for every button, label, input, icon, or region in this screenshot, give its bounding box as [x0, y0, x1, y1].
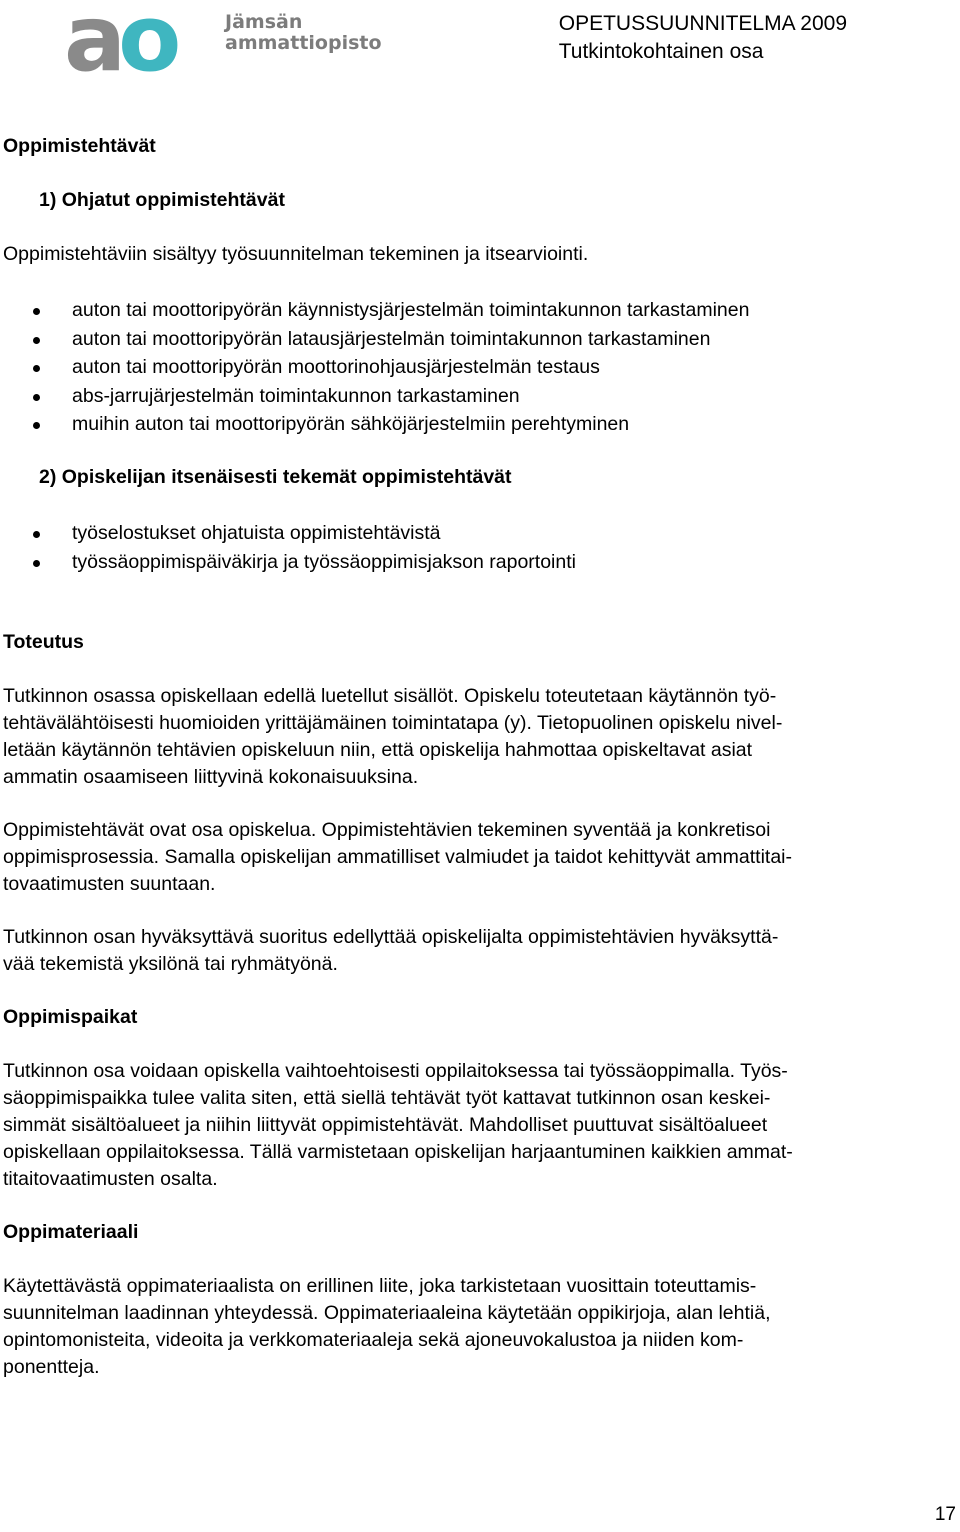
toteutus-paragraph-1 [3, 683, 948, 791]
list-item: auton tai moottoripyörän latausjärjestelmän toimintakunnon tarkastaminen [30, 326, 749, 355]
heading-oppimateriaali: Oppimateriaali [3, 1221, 139, 1243]
logo-wordmark [225, 12, 382, 54]
school-logo [62, 2, 222, 78]
page-number: 17 [934, 1504, 956, 1525]
list-item: muihin auton tai moottoripyörän sähköjärjestelmiin perehtyminen [30, 411, 749, 440]
subheading-ohjatut: 1) Ohjatut oppimistehtävät [39, 189, 285, 211]
ohjatut-list [30, 297, 749, 440]
text-line: Tutkinnon osassa opiskellaan edellä luetellut sisällöt. Opiskelu toteutetaan käytännön työ- [3, 685, 777, 707]
toteutus-paragraph-2 [3, 817, 948, 898]
list-item: työselostukset ohjatuista oppimistehtävistä [30, 520, 576, 549]
subheading-itsenaiset: 2) Opiskelijan itsenäisesti tekemät oppimistehtävät [39, 466, 512, 488]
text-line: opiskellaan oppilaitoksessa. Tällä varmistetaan opiskelijan harjaantuminen kaikkien ammat- [3, 1141, 793, 1163]
ohjatut-intro: Oppimistehtäviin sisältyy työsuunnitelman tekeminen ja itsearviointi. [3, 243, 589, 265]
list-item: auton tai moottoripyörän moottorinohjausjärjestelmän testaus [30, 354, 749, 383]
text-line: vää tekemistä yksilönä tai ryhmätyönä. [3, 953, 338, 975]
logo-line-2: ammattiopisto [225, 32, 382, 54]
text-line: säoppimispaikka tulee valita siten, että siellä tehtävät työt kattavat tutkinnon osan keskei- [3, 1087, 771, 1109]
text-line: ponentteja. [3, 1356, 100, 1378]
list-item: auton tai moottoripyörän käynnistysjärjestelmän toimintakunnon tarkastaminen [30, 297, 749, 326]
document-title: OPETUSSUUNNITELMA 2009 [558, 12, 847, 35]
heading-oppimistehtavat: Oppimistehtävät [3, 135, 156, 157]
text-line: opintomonisteita, videoita ja verkkomateriaaleja sekä ajoneuvokalustoa ja niiden kom- [3, 1329, 744, 1351]
itsenaiset-list [30, 520, 576, 577]
heading-toteutus: Toteutus [3, 631, 84, 653]
heading-oppimispaikat: Oppimispaikat [3, 1006, 138, 1028]
document-header [559, 10, 847, 66]
text-line: Tutkinnon osan hyväksyttävä suoritus edellyttää opiskelijalta oppimistehtävien hyväksyttä- [3, 926, 779, 948]
text-line: letään käytännön tehtävien opiskeluun niin, että opiskelija hahmottaa opiskeltavat asiat [3, 739, 753, 761]
list-item: abs-jarrujärjestelmän toimintakunnon tarkastaminen [30, 383, 749, 412]
logo-letters: ao [64, 2, 174, 78]
logo-line-1: Jämsän [225, 11, 303, 33]
text-line: Oppimistehtävät ovat osa opiskelua. Oppimistehtävien tekeminen syventää ja konkretisoi [3, 819, 771, 841]
text-line: ammatin osaamiseen liittyvinä kokonaisuuksina. [3, 766, 419, 788]
text-line: simmät sisältöalueet ja niihin liittyvät oppimistehtävät. Mahdolliset puuttuvat sisältöalueet [3, 1114, 768, 1136]
document-subtitle: Tutkintokohtainen osa [558, 40, 764, 63]
oppimispaikat-paragraph [3, 1058, 948, 1193]
text-line: Käytettävästä oppimateriaalista on erillinen liite, joka tarkistetaan vuosittain toteuttamis- [3, 1275, 757, 1297]
text-line: Tutkinnon osa voidaan opiskella vaihtoehtoisesti oppilaitoksessa tai työssäoppimalla. Työs- [3, 1060, 788, 1082]
list-item: työssäoppimispäiväkirja ja työssäoppimisjakson raportointi [30, 549, 576, 578]
oppimateriaali-paragraph [3, 1273, 948, 1381]
text-line: titaitovaatimusten osalta. [3, 1168, 218, 1190]
text-line: oppimisprosessia. Samalla opiskelijan ammatilliset valmiudet ja taidot kehittyvät ammattitai- [3, 846, 792, 868]
text-line: suunnitelman laadinnan yhteydessä. Oppimateriaaleina käytetään oppikirjoja, alan lehtiä, [3, 1302, 771, 1324]
text-line: tehtävälähtöisesti huomioiden yrittäjämäinen toimintatapa (y). Tietopuolinen opiskelu nivel- [3, 712, 783, 734]
toteutus-paragraph-3 [3, 924, 948, 978]
text-line: tovaatimusten suuntaan. [3, 873, 216, 895]
